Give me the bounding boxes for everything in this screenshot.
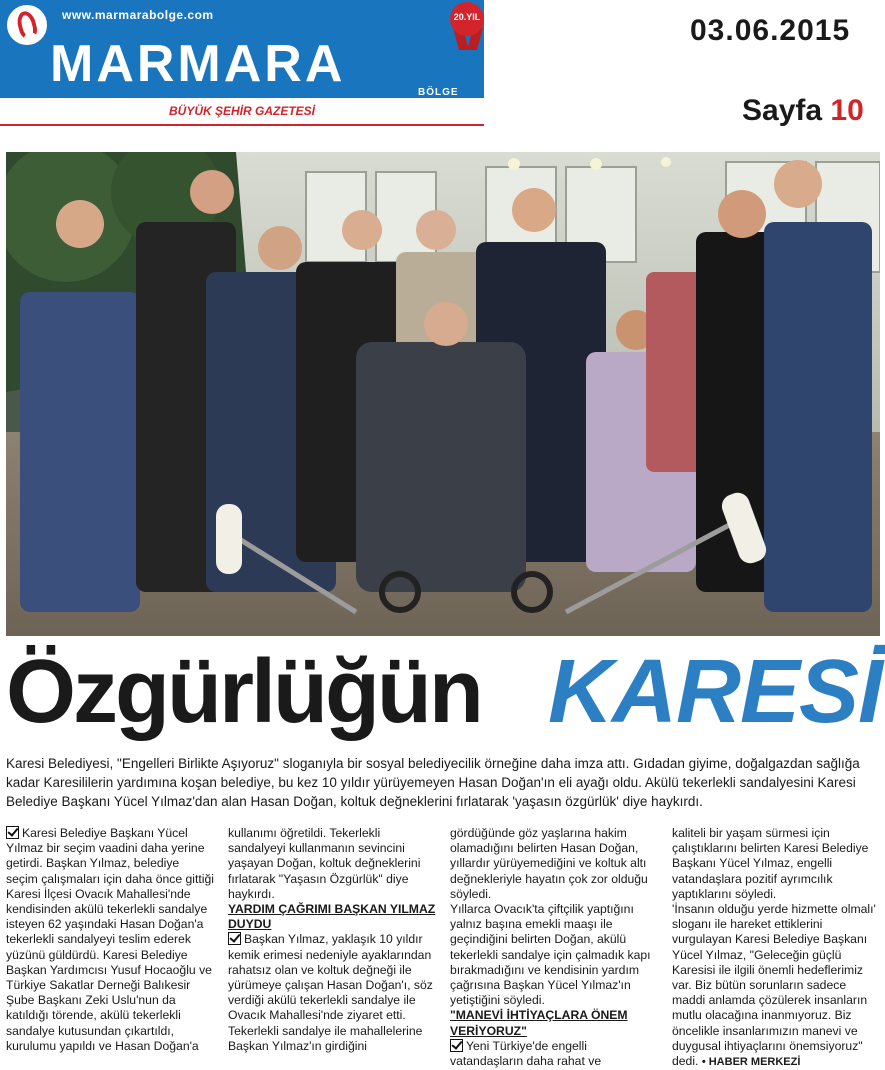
subheading: YARDIM ÇAĞRIMI BAŞKAN YILMAZ DUYDU <box>228 902 436 932</box>
article-column-2 <box>228 826 436 1054</box>
paragraph: gördüğünde göz yaşlarına hakim olamadığını belirten Hasan Doğan, yıllardır yürüyemediğini ve koltuk altı değnekleriyle hayatın çok zor olduğu söyledi. <box>450 826 648 901</box>
headline-main: Özgürlüğün <box>6 642 481 742</box>
article-column-4 <box>672 826 880 1070</box>
checkbox-icon <box>6 826 19 839</box>
issue-date: 03.06.2015 <box>690 14 851 47</box>
masthead-divider <box>0 124 484 126</box>
anniversary-badge-icon <box>448 2 490 54</box>
news-photo <box>6 152 880 636</box>
checkbox-icon <box>228 932 241 945</box>
paragraph: kullanımı öğretildi. Tekerlekli sandalyeyi kullanmanın sevincini yaşayan Doğan, koltuk değneklerini fırlatarak "Yaşasın Özgürlük" diye haykırdı. <box>228 826 421 901</box>
logo-icon <box>4 2 50 48</box>
paragraph: kaliteli bir yaşam sürmesi için çalıştıklarını belirten Karesi Belediye Başkanı Yücel Yılmaz, engelli vatandaşlara pozitif ayrımcılık yaptıklarını söyledi. <box>672 826 869 901</box>
headline-accent: KARESİ <box>548 642 883 742</box>
newspaper-name: MARMARA <box>50 35 346 93</box>
newspaper-name-suffix: BÖLGE <box>418 87 459 98</box>
headline <box>6 640 883 744</box>
page-label: Sayfa <box>742 94 823 127</box>
byline: • HABER MERKEZİ <box>701 1056 801 1069</box>
paragraph: Karesi Belediye Başkanı Yücel Yılmaz bir seçim vaadini daha yerine getirdi. Başkan Yılmaz, belediye seçim çalışmaları için daha önce gittiği Karesi İlçesi Ovacık Mahallesi'nde kendisinden akülü tekerlekli sandalye isteyen 62 yaşındaki Hasan Doğan'a tekerlekli sandalyeyi teslim ederek yüzünü güldürdü. Karesi Belediye Başkan Yardımcısı Yusuf Hocaoğlu ve Türkiye Sakatlar Derneği Balıkesir Şube Başkanı Zeki Uslu'nun da katıldığı törende, akülü tekerlekli sandalye kutusundan çıkartıldı, kurulumu yapıldı ve Hasan Doğan'a <box>6 826 214 1053</box>
paragraph: Yeni Türkiye'de engelli vatandaşların daha rahat ve <box>450 1038 602 1069</box>
website-url: www.marmarabolge.com <box>62 8 214 22</box>
lead-paragraph: Karesi Belediyesi, "Engelleri Birlikte Aşıyoruz" sloganıyla bir sosyal belediyecilik örneğine daha imza attı. Gıdadan giyime, doğalgazdan sağlığa kadar Karesililerin yardımına koşan belediye, bu kez 10 yıldır yürüyemeyen Hasan Doğan'ın eli ayağı oldu. Akülü tekerlekli sandalyesini Karesi Belediye Başkanı Yücel Yılmaz'dan alan Hasan Doğan, koltuk değneklerini fırlatarak 'yaşasın özgürlük' diye haykırdı. <box>6 756 860 809</box>
paragraph: Tekerlekli sandalye ile mahallelerine Başkan Yılmaz'ın girdiğini <box>228 1023 423 1053</box>
tagline: BÜYÜK ŞEHİR GAZETESİ <box>168 104 315 118</box>
paragraph: Yıllarca Ovacık'ta çiftçilik yaptığını yalnız başına emekli maaşı ile geçindiğini belirten Doğan, akülü tekerlekli sandalye için çalmadık kapı bırakmadığını ve kendisinin yardım çağrısına Başkan Yücel Yılmaz'ın yetiştiğini söyledi. <box>450 902 651 1008</box>
checkbox-icon <box>450 1039 463 1052</box>
paragraph: 'İnsanın olduğu yerde hizmette olmalı' sloganı ile hareket ettiklerini vurgulayan Karesi Belediye Başkanı Yücel Yılmaz, "Geleceğin güçlü Karesisi ile ilgili önemli hedeflerimiz var. Biz bütün sorunların sadece maddi anlamda çözülerek insanların mutlu olacağına inanmıyoruz. Biz öncelikle insanlarımızın manevi ve duygusal ihtiyaçlarını önemsiyoruz" dedi. <box>672 902 876 1069</box>
paragraph: Başkan Yılmaz, yaklaşık 10 yıldır kemik erimesi nedeniyle ayaklarından rahatsız olan ve koltuk değneği ile yürümeye çalışan Hasan Doğan'ı, söz verdiği akülü tekerlekli sandalye ile Ovacık Mahallesi'nde ziyaret etti. <box>228 932 433 1023</box>
article-column-3 <box>450 826 658 1069</box>
subheading: "MANEVİ İHTİYAÇLARA ÖNEM VERİYORUZ" <box>450 1008 628 1038</box>
anniversary-label: 20.YIL <box>453 12 481 22</box>
article-column-1 <box>6 826 214 1054</box>
page-number: 10 <box>830 94 864 127</box>
page-indicator <box>742 94 864 128</box>
masthead <box>0 0 490 130</box>
